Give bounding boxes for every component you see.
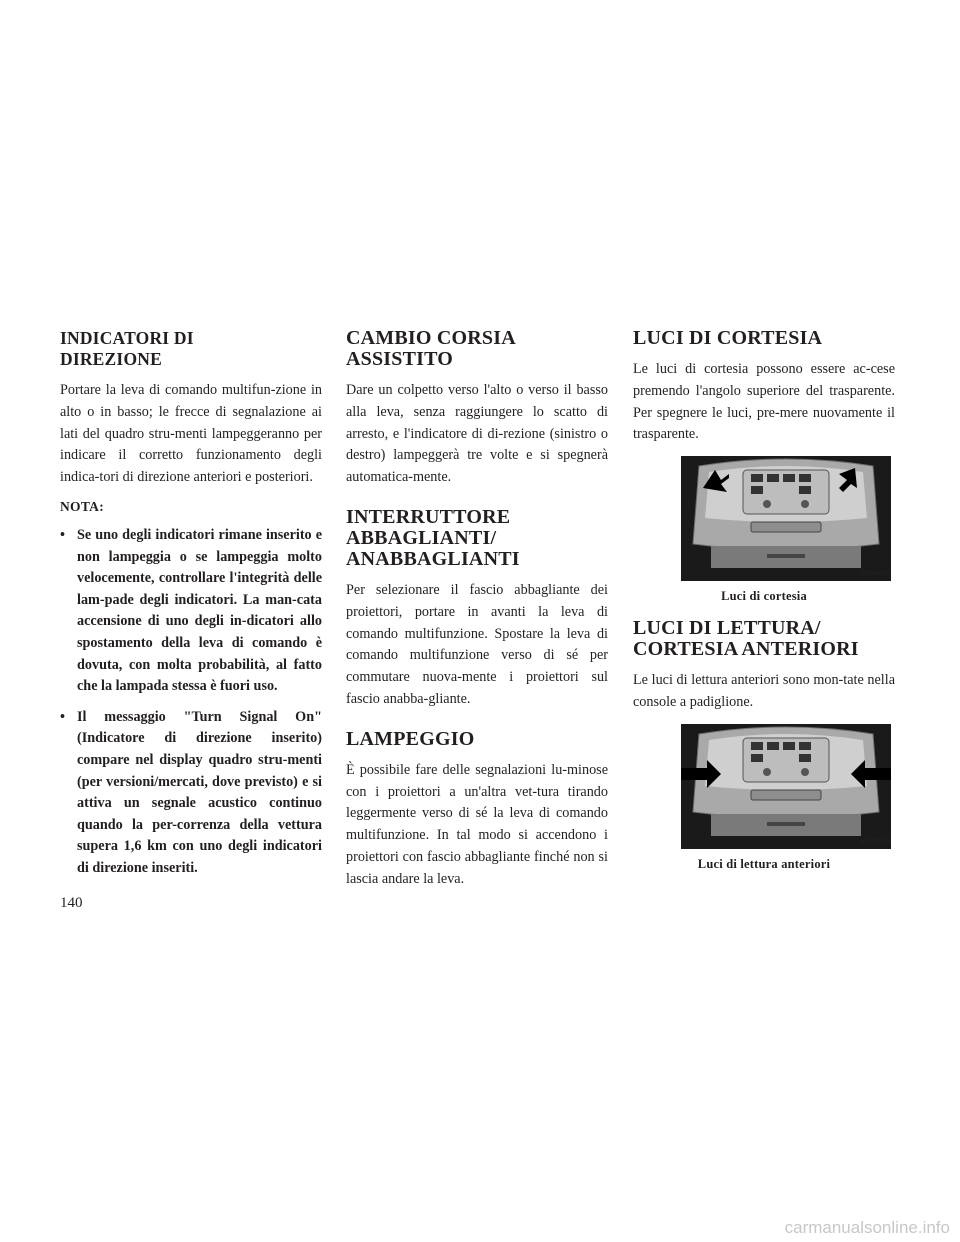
nota-label: NOTA: bbox=[60, 498, 104, 514]
nota-bullet-item: • Se uno degli indicatori rimane inserito e non lampeggia o se lampeggia molto velocemente, controllare l'integrità delle lam-pade degli indicatori. La man-cata accensione di uno degli in-dicatori allo spostamento della leva di comando è dovuta, con molta probabilità, al fatto che la lampada stessa è fuori uso. bbox=[60, 526, 322, 695]
bullet-icon: • bbox=[60, 708, 65, 725]
overhead-console-image bbox=[681, 456, 891, 581]
figure-caption: Luci di lettura anteriori bbox=[697, 856, 831, 871]
bullet-icon: • bbox=[60, 526, 65, 543]
figure-luci-lettura bbox=[681, 724, 891, 872]
column-right bbox=[633, 328, 895, 872]
luci-cortesia-body: Le luci di cortesia possono essere ac-cese premendo l'angolo superiore del trasparente. Per spegnere le luci, pre-mere nuovamente il trasparente. bbox=[633, 361, 895, 443]
heading-cambio-corsia: CAMBIO CORSIA ASSISTITO bbox=[346, 327, 516, 370]
indicatori-body: Portare la leva di comando multifun-zione in alto o in basso; le frecce di segnalazione ai lati del quadro stru-menti lampeggeranno per indicare il corretto funzionamento degli indica-tori di direzione anteriori e posteriori. bbox=[60, 382, 322, 486]
lampeggio-body: È possibile fare delle segnalazioni lu-minose con i proiettori a un'altra vet-tura tirando leggermente verso di sé la leva di comando multifunzione. In tal modo si accendono i proiettori con fascio abbagliante finché non si lascia andare la leva. bbox=[346, 761, 608, 887]
cambio-corsia-body: Dare un colpetto verso l'alto o verso il basso alla leva, senza raggiungere lo scatto di arresto, e l'indicatore di di-rezione (sinistro o destro) lampeggerà tre volte e si spegnerà automatica-mente. bbox=[346, 382, 608, 486]
figure-code: 031433150 bbox=[860, 838, 891, 845]
heading-luci-di-lettura: LUCI DI LETTURA/ CORTESIA ANTERIORI bbox=[633, 617, 859, 661]
heading-luci-di-cortesia: LUCI DI CORTESIA bbox=[633, 327, 823, 349]
heading-interruttore-abbaglianti: INTERRUTTORE ABBAGLIANTI/ ANABBAGLIANTI bbox=[346, 505, 520, 570]
figure-luci-cortesia bbox=[681, 456, 891, 604]
nota-bullet-list bbox=[60, 525, 322, 880]
watermark: carmanualsonline.info bbox=[784, 1218, 950, 1237]
nota-bullet-item: • Il messaggio "Turn Signal On" (Indicatore di direzione inserito) compare nel display quadro stru-menti (per versioni/mercati, dove previsto) e si attiva un segnale acustico continuo quando la per-correnza della vettura supera 1,6 km con uno degli indicatori di direzione inseriti. bbox=[60, 708, 322, 876]
column-left bbox=[60, 328, 322, 888]
abbaglianti-body: Per selezionare il fascio abbagliante dei proiettori, portare in avanti la leva di comando multifunzione. Spostare la leva di comando multifunzione verso di sé per commutare nuova-mente i proiettori sul fascio anabba-gliante. bbox=[346, 581, 608, 707]
figure-caption: Luci di cortesia bbox=[721, 589, 807, 604]
luci-lettura-body: Le luci di lettura anteriori sono mon-tate nella console a padiglione. bbox=[633, 672, 895, 710]
figure-code: 031464435 bbox=[860, 571, 891, 578]
overhead-console-reading-image bbox=[681, 724, 891, 849]
heading-indicatori-di-direzione: INDICATORI DI DIREZIONE bbox=[60, 328, 194, 369]
column-middle bbox=[346, 328, 608, 901]
heading-lampeggio: LAMPEGGIO bbox=[346, 727, 475, 750]
page-number: 140 bbox=[60, 895, 83, 911]
